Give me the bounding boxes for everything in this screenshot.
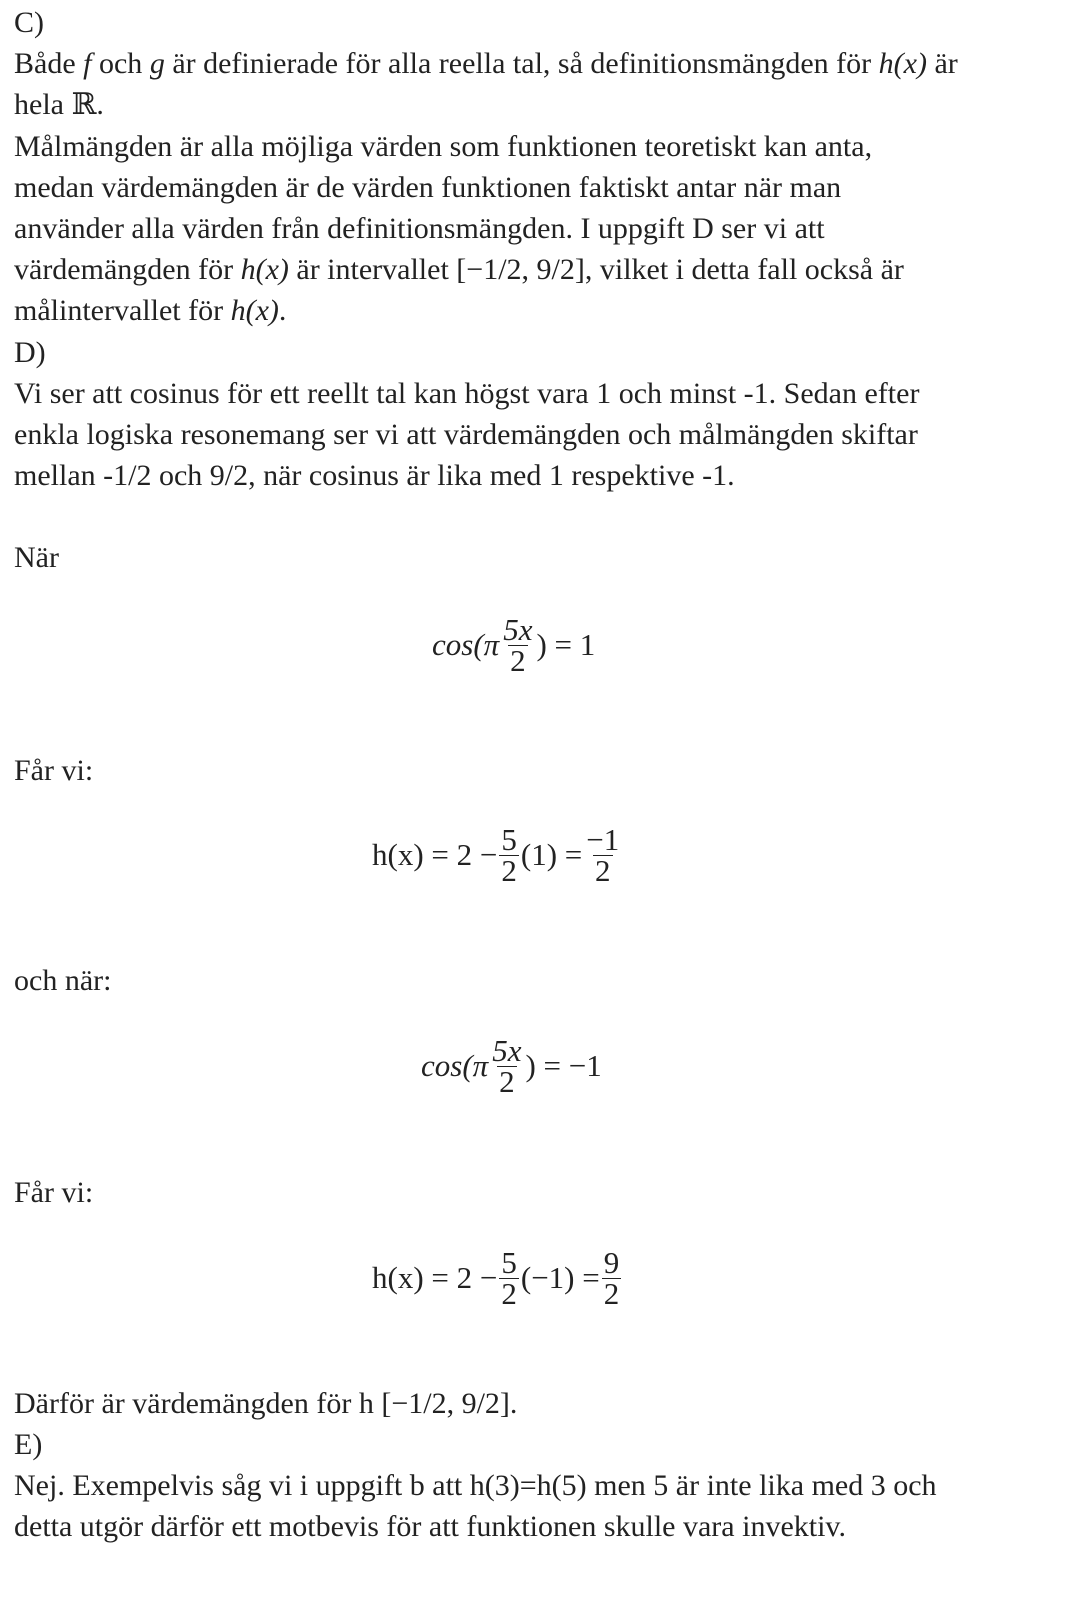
fraction-neg1-over-2: $\frac{-1}{2}$ [586, 821, 620, 888]
section-e-label: E) [14, 1428, 43, 1461]
fraction-5x-over-2: $\frac{5x}{2}$ [492, 1032, 522, 1099]
section-c-line-1: Både f och g är definierade för alla reella tal, så definitionsmängden för h(x) är [14, 47, 958, 80]
conclusion-text: Därför är värdemängden för h [−1/2, 9/2]. [14, 1387, 518, 1420]
section-c-line-7: målintervallet för h(x). [14, 294, 287, 327]
equation-h-1: h(x) = 2 − $\frac{5}{2}$ (1) = $\frac{-1}{2}$ [372, 821, 620, 888]
section-d-line-3: mellan -1/2 och 9/2, när cosinus är lika med 1 respektive -1. [14, 459, 735, 492]
section-c-line-5: använder alla värden från definitionsmängden. I uppgift D ser vi att [14, 212, 825, 245]
section-c-line-4: medan värdemängden är de värden funktionen faktiskt antar när man [14, 171, 842, 204]
section-d-label: D) [14, 336, 46, 369]
fraction-9-over-2: $\frac{9}{2}$ [603, 1244, 620, 1311]
nar-text: När [14, 541, 59, 574]
och-nar-text: och när: [14, 964, 112, 997]
far-vi-text-2: Får vi: [14, 1176, 94, 1209]
fraction-5-over-2: $\frac{5}{2}$ [501, 1244, 517, 1311]
section-c-line-6: värdemängden för h(x) är intervallet [−1/2, 9/2], vilket i detta fall också är [14, 253, 904, 286]
section-d-line-1: Vi ser att cosinus för ett reellt tal kan högst vara 1 och minst -1. Sedan efter [14, 377, 920, 410]
equation-cos-1: cos(π $\frac{5x}{2}$ ) = 1 [432, 611, 596, 678]
fraction-5-over-2: $\frac{5}{2}$ [501, 821, 517, 888]
section-c-line-2: hela ℝ. [14, 88, 104, 121]
equation-cos-neg1: cos(π $\frac{5x}{2}$ ) = −1 [421, 1032, 602, 1099]
far-vi-text-1: Får vi: [14, 754, 94, 787]
equation-h-2: h(x) = 2 − $\frac{5}{2}$ (−1) = $\frac{9}{2}$ [372, 1244, 620, 1311]
section-c-label: C) [14, 6, 44, 39]
section-e-line-2: detta utgör därför ett motbevis för att funktionen skulle vara invektiv. [14, 1510, 846, 1543]
section-d-line-2: enkla logiska resonemang ser vi att värdemängden och målmängden skiftar [14, 418, 918, 451]
section-e-line-1: Nej. Exempelvis såg vi i uppgift b att h(3)=h(5) men 5 är inte lika med 3 och [14, 1469, 937, 1502]
section-c-line-3: Målmängden är alla möjliga värden som funktionen teoretiskt kan anta, [14, 130, 873, 163]
fraction-5x-over-2: $\frac{5x}{2}$ [503, 611, 533, 678]
